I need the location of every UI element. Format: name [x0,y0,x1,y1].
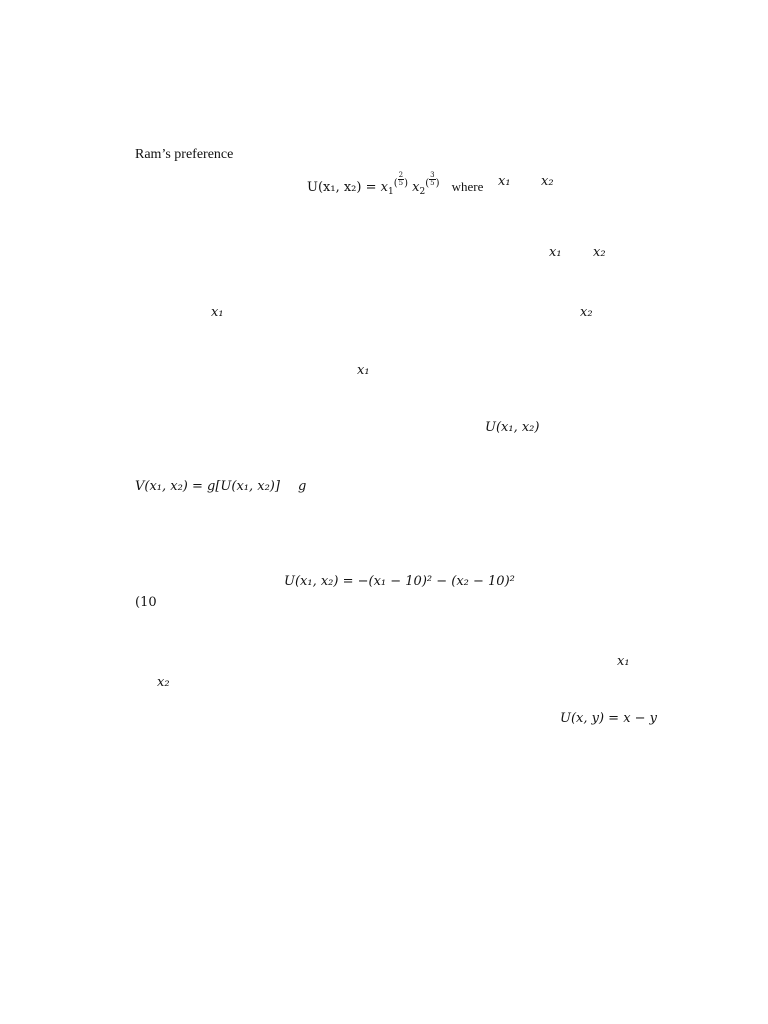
base-x2-subscript: 2 [419,187,426,197]
preference-heading: Ram’s preference [135,147,234,162]
var-x1-line3: x₁ [211,305,224,320]
bliss-point-fragment: (10 [135,595,157,610]
base-x1-subscript: 1 [387,187,394,197]
utility-function-equation: U(x₁, $x_2) = x_1^($ $\frac{2}{5}$ ) $x_2^($ $\frac{3}{5}$ ) where [307,171,484,197]
utility-symbol: U(x₁, x₂) [485,420,540,435]
exponent-2-fraction: $\frac{3}{5}$ [430,171,435,187]
exponent-1-fraction: $\frac{2}{5}$ [398,171,404,187]
where-keyword: where [451,179,484,194]
var-x2-line3: x₂ [580,305,593,320]
var-x1-line4: x₁ [357,363,370,378]
var-x1-line5: x₁ [617,654,630,669]
g-symbol: g [298,479,307,494]
base-x1: x [380,180,388,195]
monotonic-transform-equation: V(x₁, x₂) = g[U(x₁, x₂)] [135,479,280,494]
var-x1-line2: x₁ [549,245,562,260]
linear-utility-equation: U(x, y) = x − y [560,711,658,726]
base-x2: x [412,180,420,195]
utility-lhs: U(x₁, x₂) = [307,180,377,195]
var-x2-line5: x₂ [157,675,170,690]
var-x2-line2: x₂ [593,245,606,260]
var-x2-line1: x₂ [541,174,554,189]
bliss-utility-equation: U(x₁, x₂) = −(x₁ − 10)² − (x₂ − 10)² [284,574,515,589]
var-x1-line1: x₁ [498,174,511,189]
